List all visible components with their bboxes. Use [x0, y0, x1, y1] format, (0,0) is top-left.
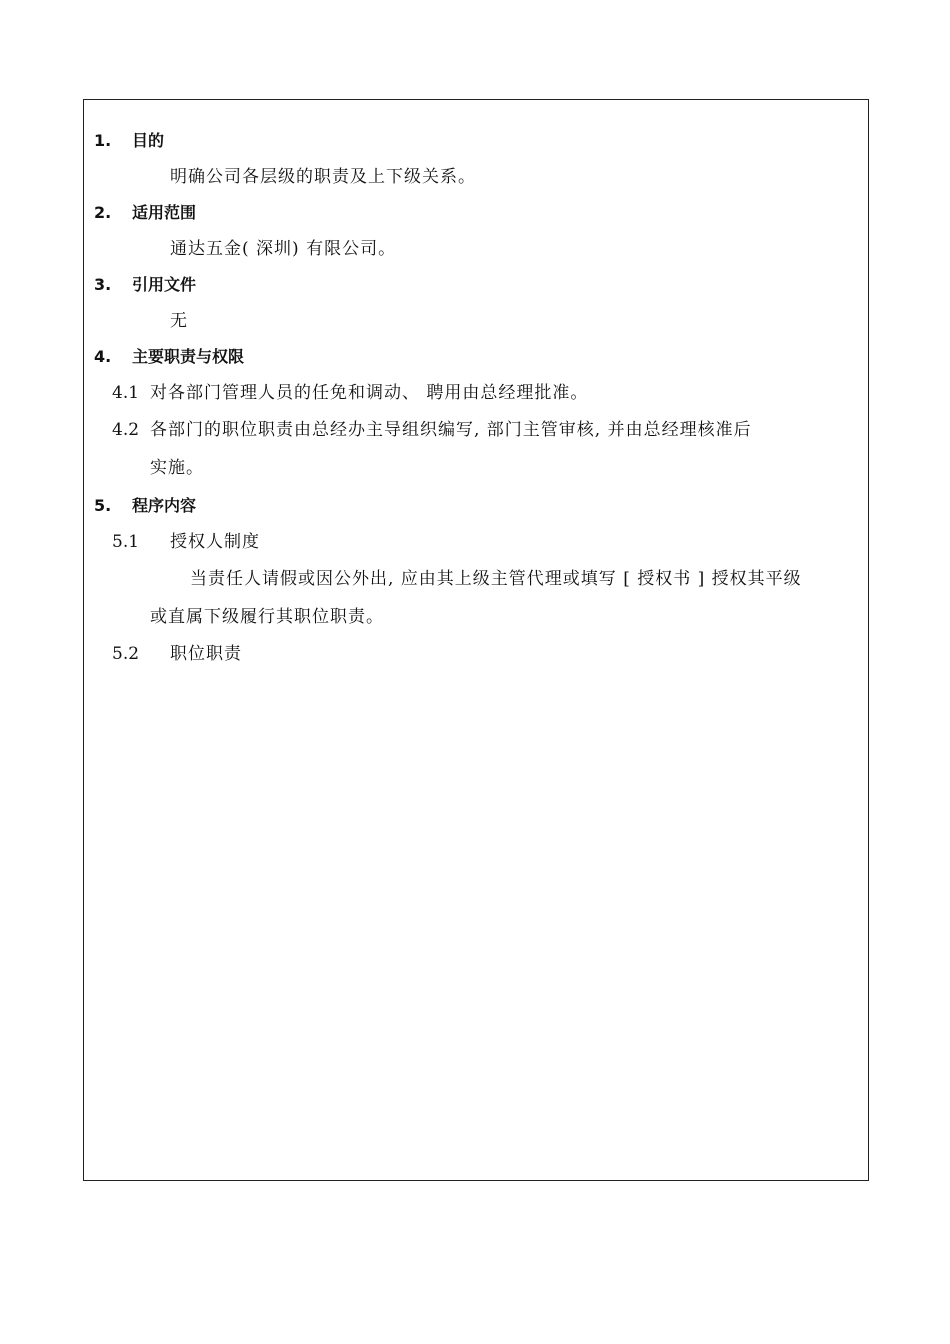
section-number: 2. — [94, 203, 112, 222]
item-number: 5.2 — [112, 644, 140, 664]
section-3-body: 无 — [170, 311, 187, 331]
section-1-body: 明确公司各层级的职责及上下级关系。 — [170, 167, 476, 187]
section-2-heading — [94, 202, 196, 224]
item-number: 4.2 — [112, 420, 140, 440]
section-4-heading — [94, 346, 244, 368]
section-number: 5. — [94, 496, 112, 515]
section-5-heading — [94, 495, 196, 517]
item-text: 各部门的职位职责由总经办主导组织编写, 部门主管审核, 并由总经理核准后 — [150, 420, 752, 440]
section-title: 主要职责与权限 — [132, 347, 245, 366]
section-title: 程序内容 — [132, 496, 197, 515]
item-text: 对各部门管理人员的任免和调动、 聘用由总经理批准。 — [150, 383, 589, 403]
item-title: 职位职责 — [170, 644, 242, 664]
section-title: 目的 — [132, 131, 165, 150]
item-4-2 — [112, 419, 752, 441]
section-number: 1. — [94, 131, 112, 150]
section-number: 3. — [94, 275, 112, 294]
item-4-2-continuation: 实施。 — [150, 458, 204, 478]
item-4-1 — [112, 382, 588, 404]
item-5-2 — [112, 643, 242, 665]
section-3-heading — [94, 274, 196, 296]
section-number: 4. — [94, 347, 112, 366]
item-number: 5.1 — [112, 532, 140, 552]
item-5-1-paragraph-continuation: 或直属下级履行其职位职责。 — [150, 607, 384, 627]
document-frame — [83, 99, 869, 1181]
item-title: 授权人制度 — [170, 532, 260, 552]
item-number: 4.1 — [112, 383, 140, 403]
section-2-body: 通达五金( 深圳) 有限公司。 — [170, 239, 397, 259]
section-title: 适用范围 — [132, 203, 197, 222]
section-title: 引用文件 — [132, 275, 197, 294]
item-5-1-paragraph: 当责任人请假或因公外出, 应由其上级主管代理或填写 [ 授权书 ] 授权其平级 — [190, 569, 802, 589]
section-1-heading — [94, 130, 164, 152]
item-5-1 — [112, 531, 260, 553]
